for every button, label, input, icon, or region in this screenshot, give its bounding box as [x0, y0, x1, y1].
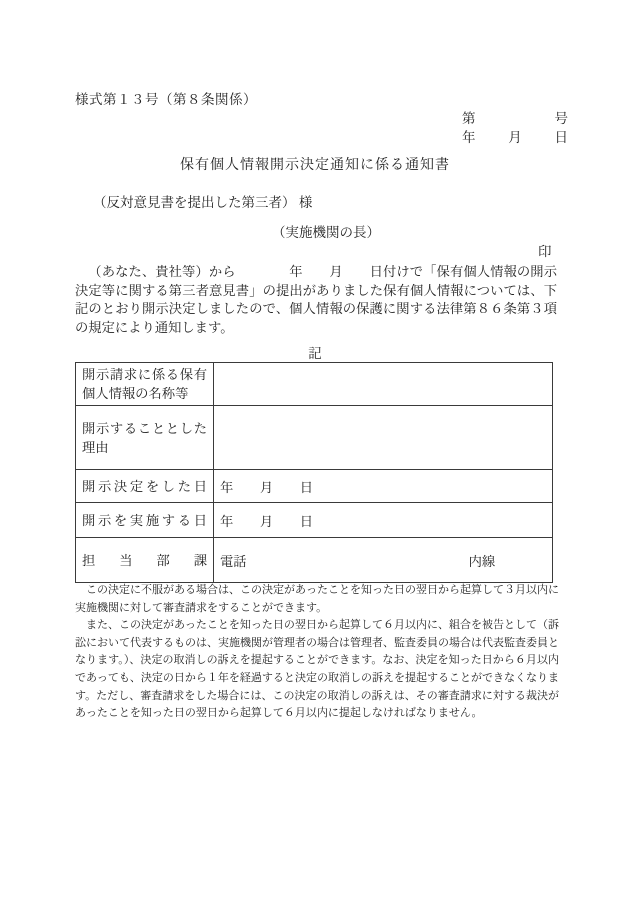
addressee-line: （反対意見書を提出した第三者） 様 [93, 195, 313, 210]
document-number-line [462, 107, 568, 127]
row-label-disclosure-reason: 開示することとした理由 [76, 406, 214, 470]
document-number-suffix: 号 [554, 111, 568, 126]
row-label-department: 担当部課 [76, 538, 214, 583]
notes-section [75, 582, 559, 723]
note-paragraph-appeal: この決定に不服がある場合は、この決定があったことを知った日の翌日から起算して３月以内に実施機関に対して審査請求をすることができます。 [75, 584, 559, 614]
row-value-implementation-date: 年 月 日 [214, 503, 553, 538]
ki-heading: 記 [308, 346, 322, 361]
note-paragraph-lawsuit: また、この決定があったことを知った日の翌日から起算して６月以内に、組合を被告として（訴訟において代表するものは、実施機関が管理者の場合は管理者、監査委員の場合は代表監査委員となります。）、決定の取消しの訴えを提起することができます。なお、決定を知った日から６月以内であっても、決定の日から１年を経過すると決定の取消しの訴えを提起することができなくなります。ただし、審査請求をした場合には、この決定の取消しの訴えは、その審査請求に対する裁決があったことを知った日の翌日から起算して６月以内に提起しなければなりません。 [75, 619, 559, 720]
row-label-implementation-date: 開示を実施する日 [76, 503, 214, 538]
date-day-label: 日 [554, 130, 568, 145]
extension-label: 内線 [468, 553, 496, 569]
table-row-department [76, 538, 553, 583]
document-title: 保有個人情報開示決定通知に係る通知書 [180, 158, 450, 173]
row-value-held-info-name [214, 363, 553, 406]
row-label-decision-date: 開示決定をした日 [76, 470, 214, 503]
body-paragraph: （あなた、貴社等）から 年 月 日付けで「保有個人情報の開示決定等に関する第三者意見書」の提出がありました保有個人情報については、下記のとおり開示決定しましたので、個人情報の保護に関する法律第８６条第３項の規定により通知します。 [75, 264, 557, 335]
date-month-label: 月 [508, 130, 522, 145]
sender-line: （実施機関の長） [272, 225, 380, 240]
document-number-prefix: 第 [462, 111, 476, 126]
table-row-held-info-name [76, 363, 553, 406]
row-value-department [214, 538, 553, 583]
row-label-held-info-name: 開示請求に係る保有個人情報の名称等 [76, 363, 214, 406]
table-row-implementation-date [76, 503, 553, 538]
info-table [75, 362, 553, 583]
table-row-disclosure-reason [76, 406, 553, 470]
row-value-decision-date: 年 月 日 [214, 470, 553, 503]
form-number-label: 様式第１３号（第８条関係） [75, 92, 257, 107]
row-value-disclosure-reason [214, 406, 553, 470]
date-year-label: 年 [462, 130, 476, 145]
table-row-decision-date [76, 470, 553, 503]
phone-label: 電話 [220, 553, 247, 569]
seal-label: 印 [538, 244, 552, 259]
document-date-line [462, 126, 568, 146]
phone-extension-line [220, 551, 546, 570]
